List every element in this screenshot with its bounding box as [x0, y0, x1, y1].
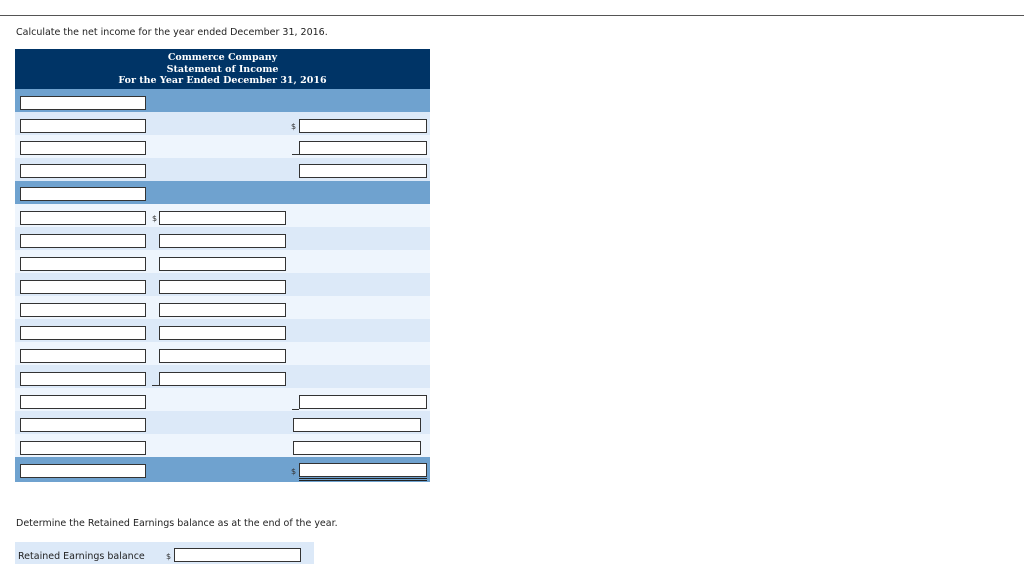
income-statement [15, 49, 430, 482]
amount-input[interactable] [299, 119, 427, 133]
currency-symbol: $ [291, 122, 297, 131]
amount-input[interactable] [159, 234, 286, 248]
top-divider [0, 15, 1024, 16]
statement-row [15, 204, 430, 227]
company-name: Commerce Company [167, 52, 278, 63]
statement-row [15, 250, 430, 273]
line-item-label-input[interactable] [20, 234, 146, 248]
amount-input[interactable] [159, 303, 286, 317]
statement-row [15, 89, 430, 112]
currency-symbol: $ [152, 214, 158, 223]
retained-earnings-instruction: Determine the Retained Earnings balance as at the end of the year. [16, 518, 338, 529]
statement-row [15, 319, 430, 342]
statement-row [15, 181, 430, 204]
underline [292, 154, 299, 155]
statement-row [15, 135, 430, 158]
line-item-label-input[interactable] [20, 187, 146, 201]
statement-row [15, 296, 430, 319]
statement-row [15, 273, 430, 296]
retained-earnings-box [15, 542, 314, 564]
amount-input[interactable] [159, 326, 286, 340]
line-item-label-input[interactable] [20, 303, 146, 317]
statement-row [15, 457, 430, 482]
statement-period: For the Year Ended December 31, 2016 [118, 75, 327, 86]
statement-row [15, 411, 430, 434]
amount-input[interactable] [159, 257, 286, 271]
line-item-label-input[interactable] [20, 280, 146, 294]
amount-input[interactable] [293, 418, 421, 432]
double-underline [299, 478, 427, 481]
net-income-instruction: Calculate the net income for the year ended December 31, 2016. [16, 27, 328, 38]
amount-input[interactable] [159, 349, 286, 363]
statement-title: Statement of Income [166, 63, 279, 75]
line-item-label-input[interactable] [20, 96, 146, 110]
retained-earnings-label: Retained Earnings balance [18, 551, 145, 562]
statement-header [15, 49, 430, 89]
amount-input[interactable] [159, 372, 286, 386]
net-income-input[interactable] [299, 463, 427, 477]
amount-input[interactable] [299, 164, 427, 178]
line-item-label-input[interactable] [20, 418, 146, 432]
amount-input[interactable] [293, 441, 421, 455]
statement-row [15, 388, 430, 411]
statement-row [15, 158, 430, 181]
line-item-label-input[interactable] [20, 372, 146, 386]
line-item-label-input[interactable] [20, 395, 146, 409]
line-item-label-input[interactable] [20, 164, 146, 178]
statement-row [15, 227, 430, 250]
statement-row [15, 434, 430, 457]
line-item-label-input[interactable] [20, 326, 146, 340]
line-item-label-input[interactable] [20, 141, 146, 155]
underline [152, 385, 159, 386]
retained-earnings-input[interactable] [174, 548, 301, 562]
line-item-label-input[interactable] [20, 257, 146, 271]
underline [292, 409, 299, 410]
statement-row [15, 365, 430, 388]
line-item-label-input[interactable] [20, 211, 146, 225]
statement-row [15, 112, 430, 135]
currency-symbol: $ [291, 467, 297, 476]
line-item-label-input[interactable] [20, 349, 146, 363]
amount-input[interactable] [299, 141, 427, 155]
line-item-label-input[interactable] [20, 464, 146, 478]
statement-row [15, 342, 430, 365]
line-item-label-input[interactable] [20, 441, 146, 455]
amount-input[interactable] [159, 280, 286, 294]
line-item-label-input[interactable] [20, 119, 146, 133]
amount-input[interactable] [299, 395, 427, 409]
amount-input[interactable] [159, 211, 286, 225]
currency-symbol: $ [166, 552, 172, 561]
